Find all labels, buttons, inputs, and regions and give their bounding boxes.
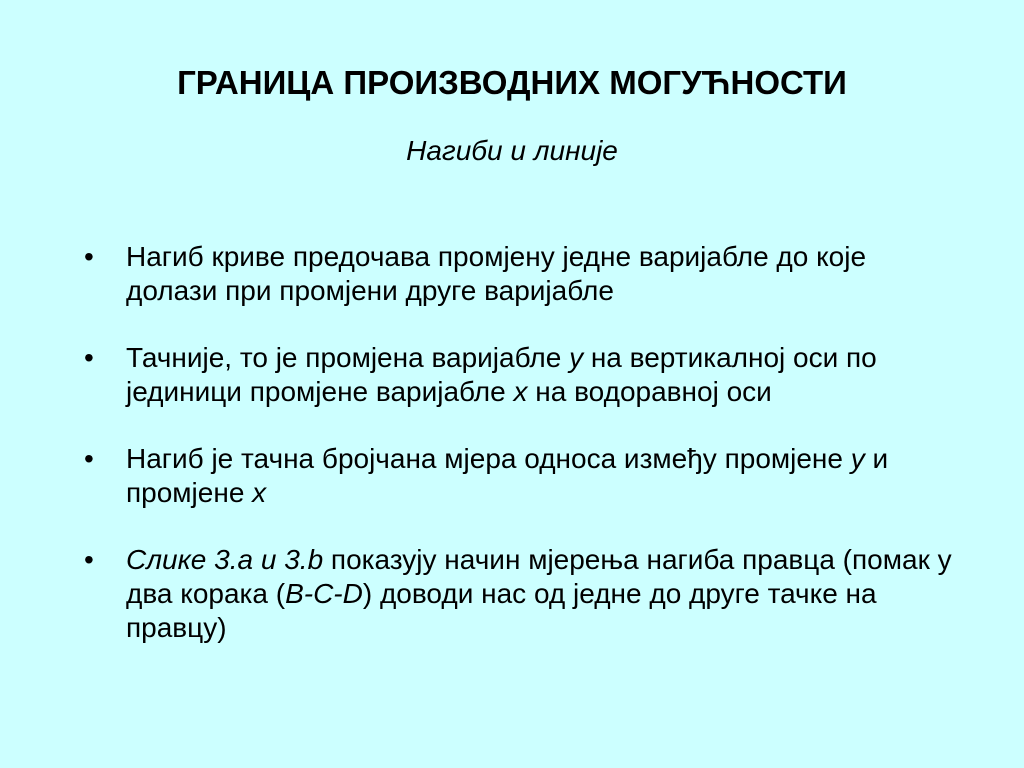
variable-x: x [513, 376, 528, 407]
bullet-text-part: ) доводи нас од једне до друге тачке на правцу) [126, 578, 877, 643]
figures-reference: Слике 3.a и 3.b [126, 544, 324, 575]
bullet-item-numeric-measure [0, 442, 956, 510]
bullet-item-slope-definition [0, 240, 956, 308]
bullet-icon: • [84, 443, 94, 474]
step-points: B-C-D [285, 578, 363, 609]
slide-title: ГРАНИЦА ПРОИЗВОДНИХ МОГУЋНОСТИ [177, 64, 847, 101]
bullet-item-precise-definition [0, 341, 956, 409]
bullet-icon: • [84, 544, 94, 575]
bullet-text-part: на водоравној оси [527, 376, 772, 407]
variable-y: y [850, 443, 865, 474]
bullet-list [0, 240, 1024, 678]
bullet-text-part: на вертикалној оси по јединици промјене варијабле [126, 342, 877, 407]
bullet-icon: • [84, 241, 94, 272]
variable-x: x [252, 477, 267, 508]
bullet-text-part: и промјене [126, 443, 889, 508]
slide-subtitle: Нагиби и линије [406, 135, 618, 166]
bullet-text: Нагиб криве предочава промјену једне варијабле до које долази при промјени друге варијабле [126, 241, 867, 306]
bullet-text-part: Тачније, то је промјена варијабле [126, 342, 570, 373]
bullet-icon: • [84, 342, 94, 373]
bullet-text-part: показују начин мјерења нагиба правца (помак у два корака ( [126, 544, 952, 609]
variable-y: y [569, 342, 584, 373]
bullet-text-part: Нагиб је тачна бројчана мјера односа између промјене [126, 443, 851, 474]
bullet-item-figures-reference [0, 543, 956, 645]
